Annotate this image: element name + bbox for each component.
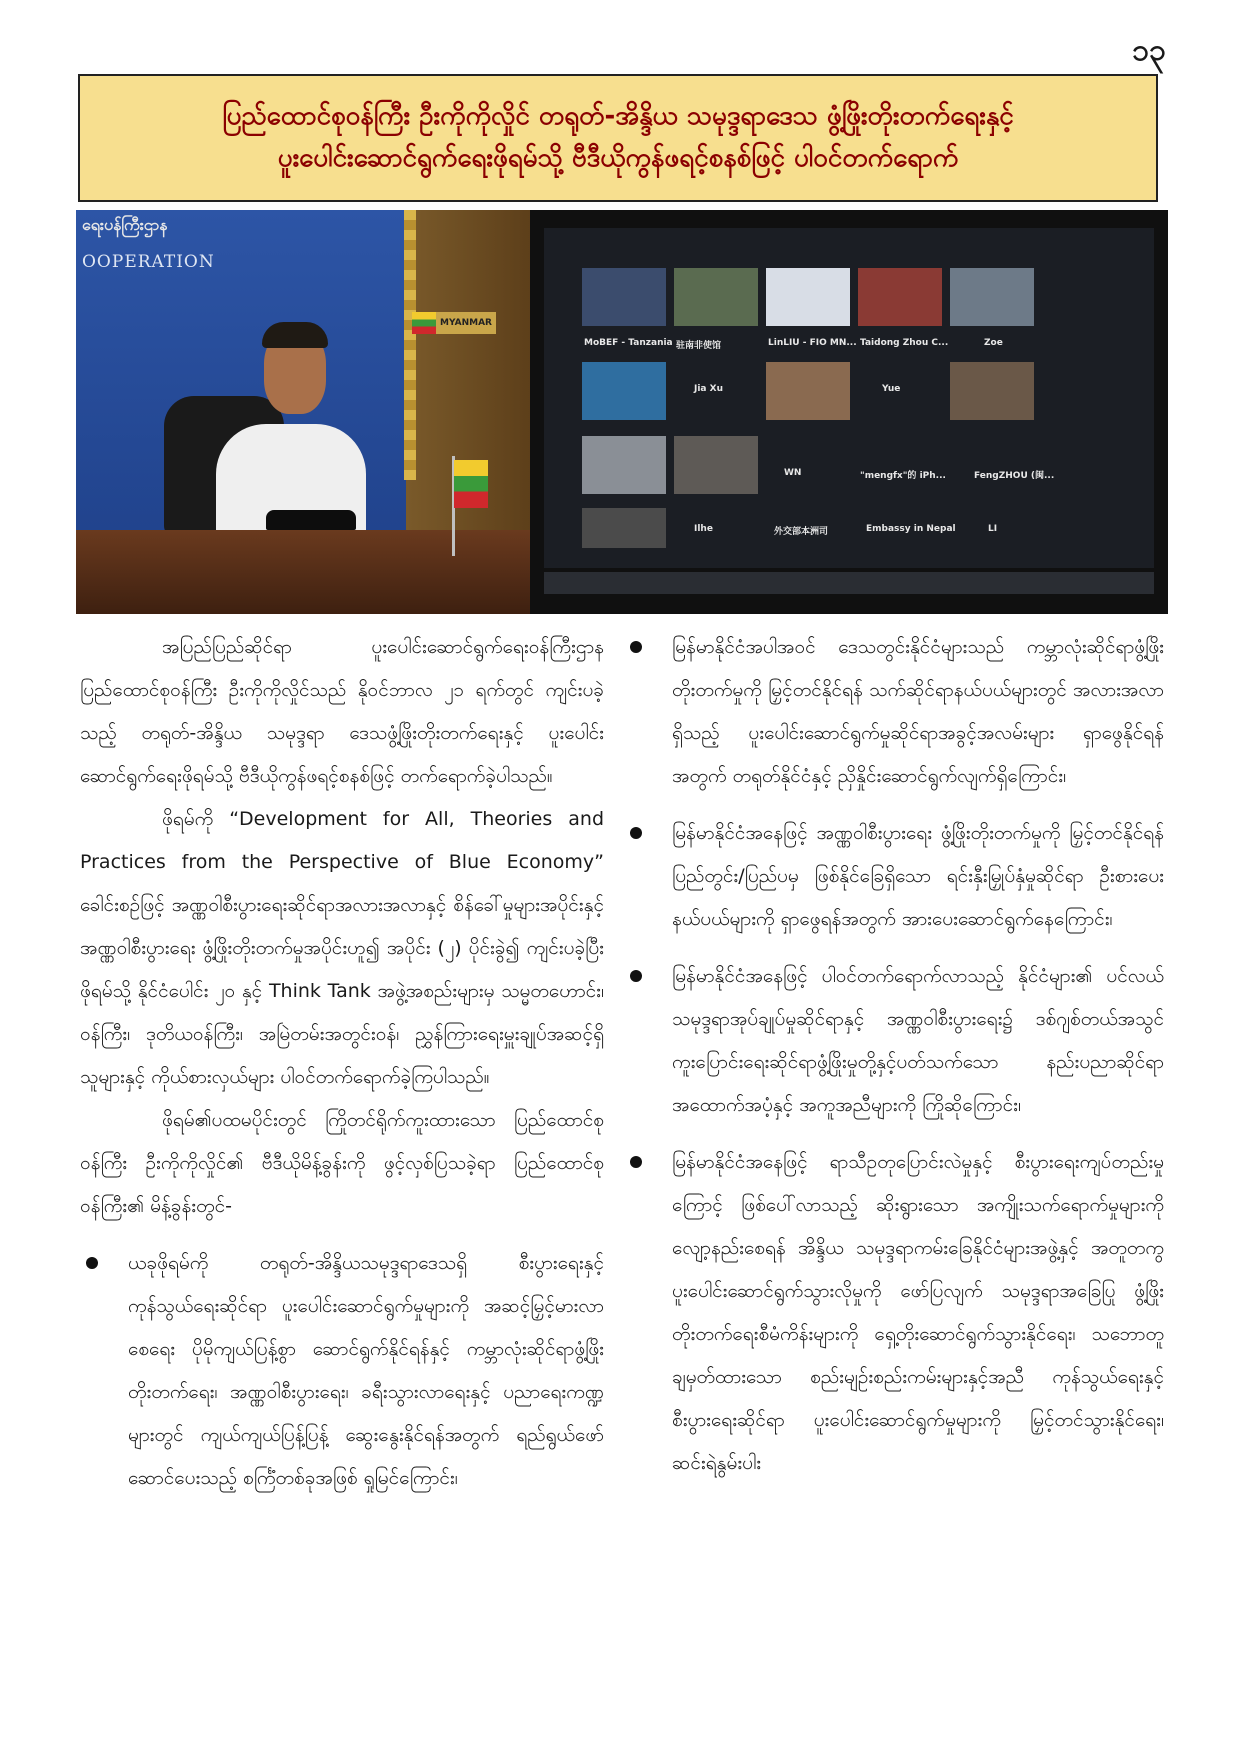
headline-line-1: ပြည်ထောင်စုဝန်ကြီး ဦးကိုကိုလှိုင် တရုတ်-အိန္ဒိယ သမုဒ္ဒရာဒေသ ဖွံ့ဖြိုးတိုးတက်ရေးနှင့်	[222, 101, 1014, 132]
speech-intro-paragraph: ဖိုရမ်၏ပထမပိုင်းတွင် ကြိုတင်ရိုက်ကူးထားသော ပြည်ထောင်စုဝန်ကြီး ဦးကိုကိုလှိုင်၏ ဗီဒီယိုမိန့်ခွန်းကို ဖွင့်လှစ်ပြသခဲ့ရာ ပြည်ထောင်စုဝန်ကြီး၏ မိန့်ခွန်းတွင်-	[80, 1109, 604, 1217]
photo-person-hair	[262, 322, 328, 348]
tile-label: 驻南非使馆	[676, 341, 722, 351]
list-item	[80, 1242, 604, 1500]
right-column	[624, 626, 1164, 1499]
video-tile	[582, 508, 666, 548]
tile-label: LI	[988, 524, 998, 534]
tile-label: Embassy in Nepal	[866, 524, 956, 534]
photo-laptop	[266, 510, 356, 530]
photo-wall-text-myanmar: ရေးပန်ကြီးဌာန	[82, 215, 168, 234]
video-tile	[674, 436, 758, 494]
list-item	[624, 812, 1164, 941]
photo-wall-text-english: OOPERATION	[82, 252, 215, 272]
video-tile	[766, 268, 850, 326]
bullet-icon	[86, 1257, 98, 1269]
tile-label: LinLIU - FIO MN...	[768, 338, 857, 348]
bullet-text: မြန်မာနိုင်ငံအနေဖြင့် ပါဝင်တက်ရောက်လာသည့် နိုင်ငံများ၏ ပင်လယ်သမုဒ္ဒရာအုပ်ချုပ်မှုဆိုင်ရာနှင့် အဏ္ဏဝါစီးပွားရေး၌ ဒစ်ဂျစ်တယ်အသွင်ကူးပြောင်းရေးဆိုင်ရာဖွံ့ဖြိုးမှုတို့နှင့်ပတ်သက်သော နည်းပညာဆိုင်ရာအထောက်အပံ့နှင့် အကူအညီများကို ကြိုဆိုကြောင်း၊	[672, 965, 1164, 1116]
right-bullet-list	[624, 626, 1164, 1485]
left-column	[80, 626, 604, 1514]
list-item	[624, 1141, 1164, 1485]
bullet-icon	[630, 641, 642, 653]
video-tile	[582, 268, 666, 326]
video-tile	[582, 362, 666, 420]
bullet-icon	[630, 1156, 642, 1168]
headline-line-2: ပူးပေါင်းဆောင်ရွက်ရေးဖိုရမ်သို့ ဗီဒီယိုကွန်ဖရင့်စနစ်ဖြင့် ပါဝင်တက်ရောက်	[277, 143, 959, 173]
video-tile	[766, 362, 850, 420]
bullet-text: မြန်မာနိုင်ငံအနေဖြင့် အဏ္ဏဝါစီးပွားရေး ဖွံ့ဖြိုးတိုးတက်မှုကို မြှင့်တင်နိုင်ရန် ပြည်တွင်း/ပြည်ပမှ ဖြစ်နိုင်ခြေရှိသော ရင်းနှီးမြှုပ်နှံမှုဆိုင်ရာ ဦးစားပေးနယ်ပယ်များကို ရှာဖွေရန်အတွက် အားပေးဆောင်ရွက်နေကြောင်း၊	[672, 822, 1164, 930]
bullet-text: မြန်မာနိုင်ငံအပါအဝင် ဒေသတွင်းနိုင်ငံများသည် ကမ္ဘာလုံးဆိုင်ရာဖွံ့ဖြိုးတိုးတက်မှုကို မြှင့်တင်နိုင်ရန် သက်ဆိုင်ရာနယ်ပယ်များတွင် အလားအလာရှိသည့် ပူးပေါင်းဆောင်ရွက်မှုဆိုင်ရာအခွင့်အလမ်းများ ရှာဖွေနိုင်ရန်အတွက် တရုတ်နိုင်ငံနှင့် ညှိနှိုင်းဆောင်ရွက်လျက်ရှိကြောင်း၊	[672, 636, 1164, 787]
bullet-icon	[630, 827, 642, 839]
tile-label: WN	[784, 468, 802, 478]
left-bullet-list	[80, 1242, 604, 1500]
bullet-text: ယခုဖိုရမ်ကို တရုတ်-အိန္ဒိယသမုဒ္ဒရာဒေသရှိ စီးပွားရေးနှင့် ကုန်သွယ်ရေးဆိုင်ရာ ပူးပေါင်းဆောင်ရွက်မှုများကို အဆင့်မြှင့်မားလာစေရေး ပိုမိုကျယ်ပြန့်စွာ ဆောင်ရွက်နိုင်ရန်နှင့် ကမ္ဘာလုံးဆိုင်ရာဖွံ့ဖြိုး တိုးတက်ရေး၊ အဏ္ဏဝါစီးပွားရေး၊ ခရီးသွားလာရေးနှင့် ပညာရေးကဏ္ဍများတွင် ကျယ်ကျယ်ပြန့်ပြန့် ဆွေးနွေးနိုင်ရန်အတွက် ရည်ရွယ်ဖော်ဆောင်ပေးသည့် စင်္ကြံတစ်ခုအဖြစ် ရှုမြင်ကြောင်း၊	[128, 1252, 604, 1489]
video-tile	[950, 268, 1034, 326]
nameplate-flag-icon	[412, 312, 438, 334]
list-item	[624, 955, 1164, 1127]
tile-label: Yue	[882, 384, 901, 394]
tile-label: "mengfx"的 iPh...	[860, 471, 946, 481]
tile-label: 外交部本洲司	[774, 527, 829, 537]
bullet-text: မြန်မာနိုင်ငံအနေဖြင့် ရာသီဥတုပြောင်းလဲမှုနှင့် စီးပွားရေးကျပ်တည်းမှုကြောင့် ဖြစ်ပေါ်လာသည့် ဆိုးရွားသော အကျိုးသက်ရောက်မှုများကို လျော့နည်းစေရန် အိန္ဒိယ သမုဒ္ဒရာကမ်းခြေနိုင်ငံများအဖွဲ့နှင့် အတူတကွ ပူးပေါင်းဆောင်ရွက်သွားလိုမှုကို ဖော်ပြလျက် သမုဒ္ဒရာအခြေပြု ဖွံ့ဖြိုးတိုးတက်ရေးစီမံကိန်းများကို ရှေ့တိုးဆောင်ရွက်သွားနိုင်ရေး၊ သဘောတူချမှတ်ထားသော စည်းမျဉ်းစည်းကမ်းများနှင့်အညီ ကုန်သွယ်ရေးနှင့် စီးပွားရေးဆိုင်ရာ ပူးပေါင်းဆောင်ရွက်မှုများကို မြှင့်တင်သွားနိုင်ရေး၊ ဆင်းရဲနွမ်းပါး	[672, 1151, 1164, 1474]
photo-gold-stripe	[404, 210, 416, 480]
tile-label: MoBEF - Tanzania	[584, 338, 673, 348]
tile-label: Taidong Zhou C...	[860, 338, 949, 348]
tile-label: Zoe	[984, 338, 1003, 348]
video-tile	[582, 436, 666, 494]
bullet-icon	[630, 970, 642, 982]
headline-box	[78, 74, 1158, 202]
tile-label: Ilhe	[694, 524, 713, 534]
video-tile	[674, 268, 758, 326]
intro-paragraph: အပြည်ပြည်ဆိုင်ရာ ပူးပေါင်းဆောင်ရွက်ရေးဝန်ကြီးဌာန ပြည်ထောင်စုဝန်ကြီး ဦးကိုကိုလှိုင်သည် နိုဝင်ဘာလ ၂၁ ရက်တွင် ကျင်းပခဲ့သည့် တရုတ်-အိန္ဒိယ သမုဒ္ဒရာ ဒေသဖွံ့ဖြိုးတိုးတက်ရေးနှင့် ပူးပေါင်းဆောင်ရွက်ရေးဖိုရမ်သို့ ဗီဒီယိုကွန်ဖရင့်စနစ်ဖြင့် တက်ရောက်ခဲ့ပါသည်။	[80, 636, 604, 787]
page-number: ၁၃	[1132, 33, 1166, 68]
tile-label: FengZHOU (闽...	[974, 471, 1055, 481]
photo-desk	[76, 530, 530, 614]
forum-paragraph: ဖိုရမ်ကို “Development for All, Theories and Practices from the Perspective of Blue Economy” ခေါင်းစဉ်ဖြင့် အဏ္ဏဝါစီးပွားရေးဆိုင်ရာအလားအလာနှင့် စိန်ခေါ်မှုများအပိုင်းနှင့် အဏ္ဏဝါစီးပွားရေး ဖွံ့ဖြိုးတိုးတက်မှုအပိုင်းဟူ၍ အပိုင်း (၂) ပိုင်းခွဲ၍ ကျင်းပခဲ့ပြီး ဖိုရမ်သို့ နိုင်ငံပေါင်း ၂၀ နှင့် Think Tank အဖွဲ့အစည်းများမှ သမ္မတဟောင်း၊ ဝန်ကြီး၊ ဒုတိယဝန်ကြီး၊ အမြဲတမ်းအတွင်းဝန်၊ ညွှန်ကြားရေးမှူးချုပ်အဆင့်ရှိသူများနှင့် ကိုယ်စားလှယ်များ ပါဝင်တက်ရောက်ခဲ့ကြပါသည်။	[80, 808, 604, 1088]
list-item	[624, 626, 1164, 798]
conference-screen	[544, 228, 1154, 568]
photo-minister	[76, 210, 530, 614]
video-tile	[858, 268, 942, 326]
video-tile	[950, 362, 1034, 420]
tile-label: Jia Xu	[694, 384, 723, 394]
photo-video-conference	[530, 210, 1168, 614]
photo-nameplate: MYANMAR	[436, 312, 496, 334]
myanmar-flag-icon	[454, 460, 488, 508]
conference-toolbar	[544, 572, 1154, 594]
